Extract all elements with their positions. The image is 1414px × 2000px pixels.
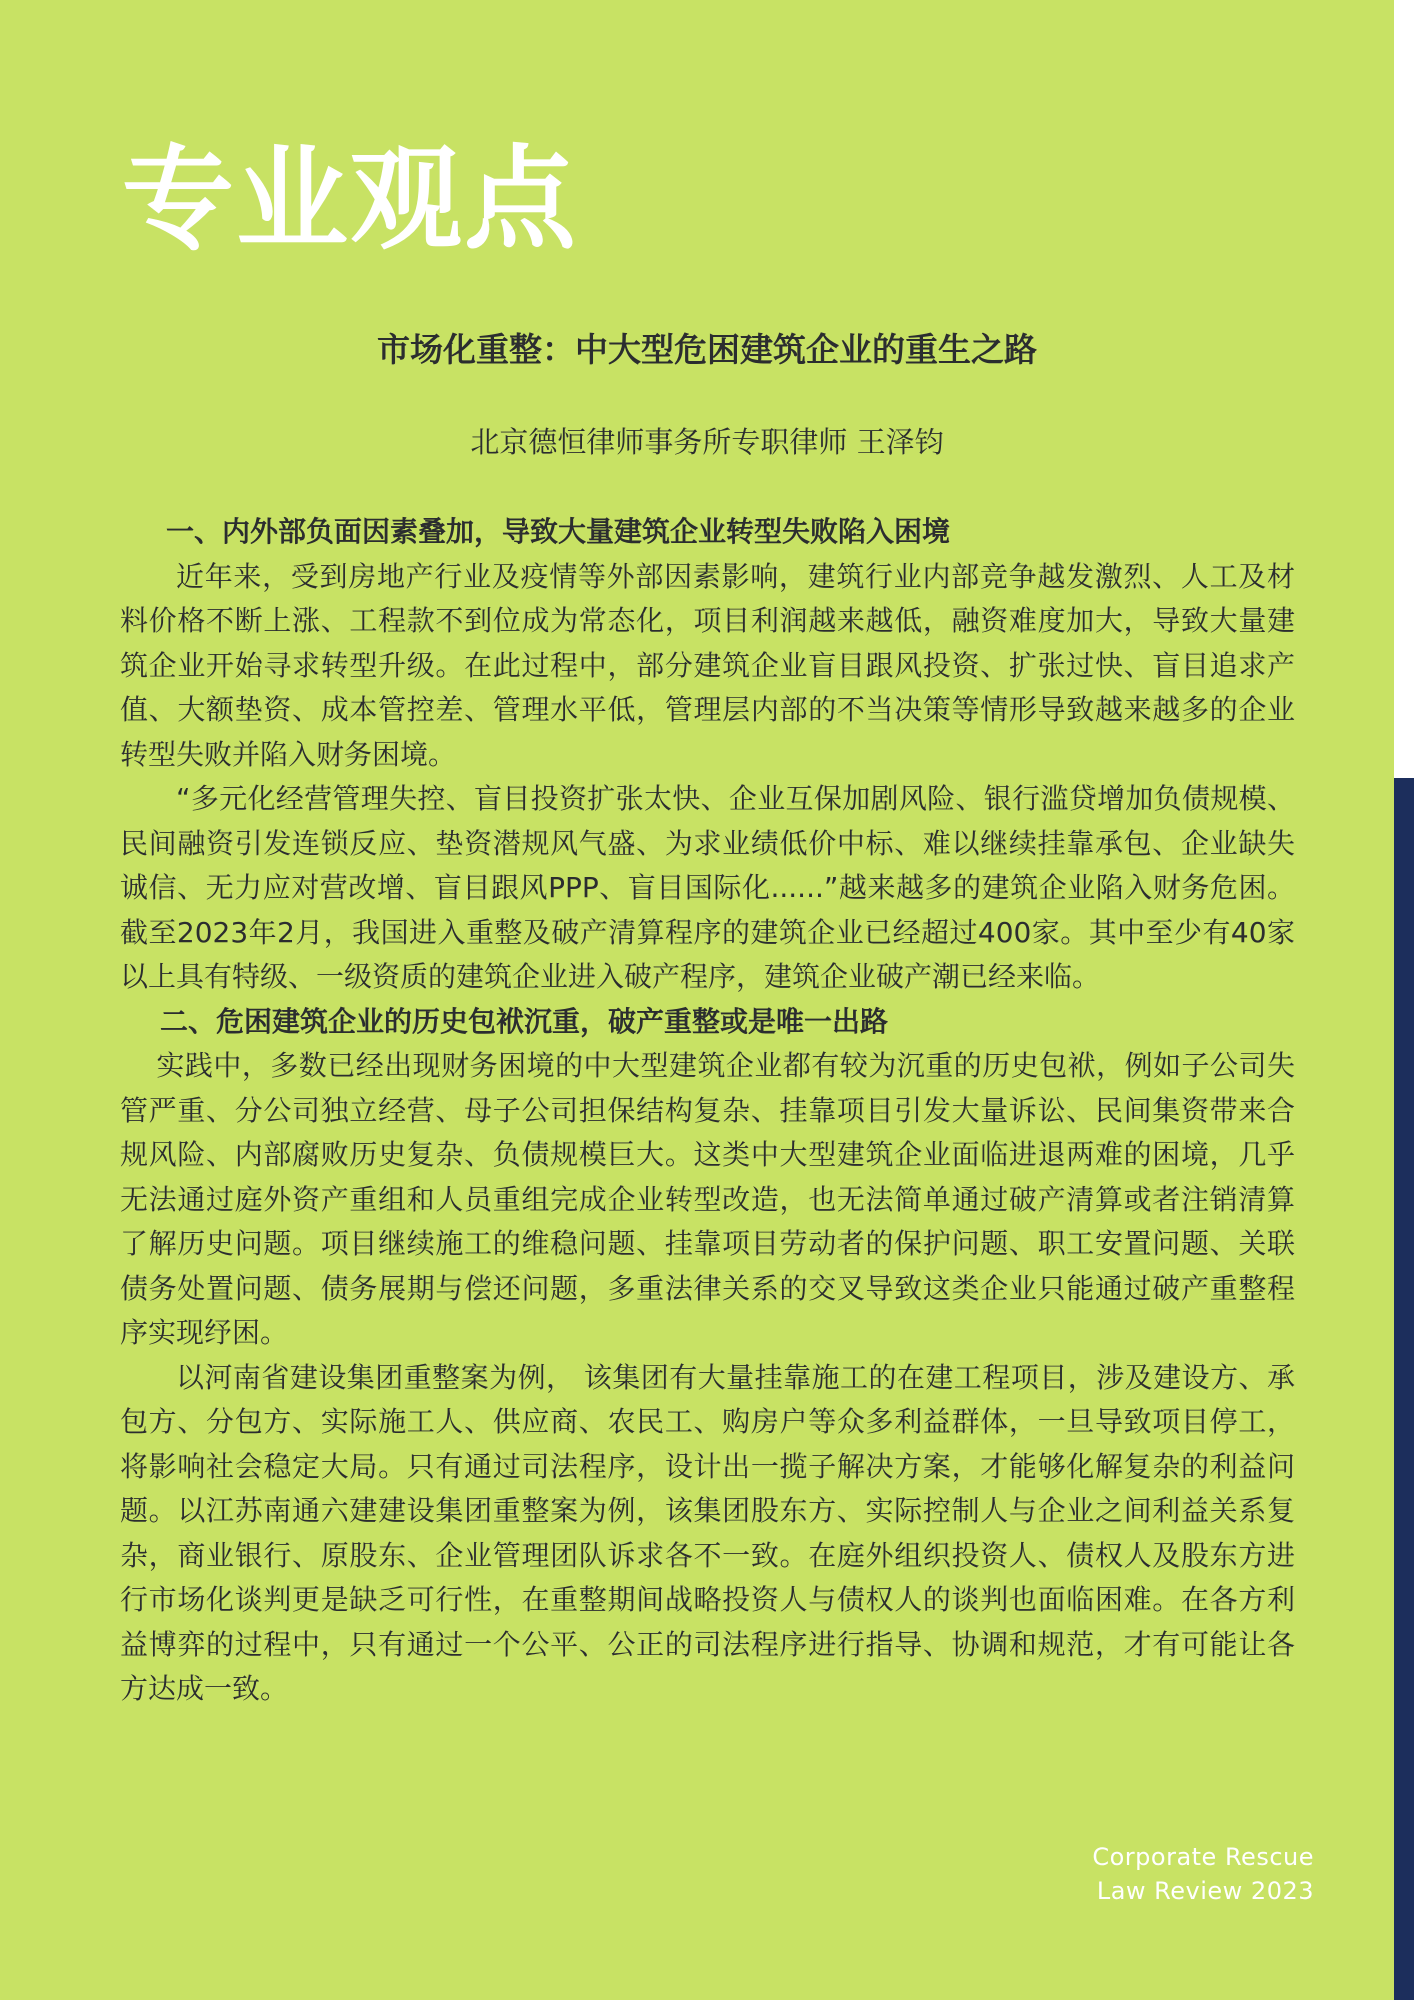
journal-name: Corporate Rescue [1092,1843,1314,1871]
section-heading: 专业观点 [122,135,578,265]
section-2-paragraph-1: 实践中，多数已经出现财务困境的中大型建筑企业都有较为沉重的历史包袱，例如子公司失管严重、分公司独立经营、母子公司担保结构复杂、挂靠项目引发大量诉讼、民间集资带来合规风险、内部腐败历史复杂、负债规模巨大。这类中大型建筑企业面临进退两难的困境，几乎无法通过庭外资产重组和人员重组完成企业转型改造，也无法简单通过破产清算或者注销清算了解历史问题。项目继续施工的维稳问题、挂靠项目劳动者的保护问题、职工安置问题、关联债务处置问题、债务展期与偿还问题，多重法律关系的交叉导致这类企业只能通过破产重整程序实现纾困。 [120,1049,1295,1349]
section-2-paragraph-2: 以河南省建设集团重整案为例， 该集团有大量挂靠施工的在建工程项目，涉及建设方、承包方、分包方、实际施工人、供应商、农民工、购房户等众多利益群体，一旦导致项目停工，将影响社会稳定大局。只有通过司法程序，设计出一揽子解决方案，才能够化解复杂的利益问题。以江苏南通六建建设集团重整案为例，该集团股东方、实际控制人与企业之间利益关系复杂，商业银行、原股东、企业管理团队诉求各不一致。在庭外组织投资人、债权人及股东方进行市场化谈判更是缺乏可行性，在重整期间战略投资人与债权人的谈判也面临困难。在各方利益博弈的过程中，只有通过一个公平、公正的司法程序进行指导、协调和规范，才有可能让各方达成一致。 [120,1360,1295,1705]
section-2-heading: 二、危困建筑企业的历史包袱沉重，破产重整或是唯一出路 [160,1004,889,1038]
journal-footer [1092,1840,1314,1908]
right-edge-accent-bar [1394,778,1414,2000]
section-1-paragraph-1: 近年来，受到房地产行业及疫情等外部因素影响，建筑行业内部竞争越发激烈、人工及材料价格不断上涨、工程款不到位成为常态化，项目利润越来越低，融资难度加大，导致大量建筑企业开始寻求转型升级。在此过程中，部分建筑企业盲目跟风投资、扩张过快、盲目追求产值、大额垫资、成本管控差、管理水平低，管理层内部的不当决策等情形导致越来越多的企业转型失败并陷入财务困境。 [120,559,1295,771]
right-edge-strip-white [1394,0,1414,778]
author-byline: 北京德恒律师事务所专职律师 王泽钧 [470,425,944,459]
journal-year: Law Review 2023 [1096,1877,1314,1905]
article-body [120,510,1295,1712]
article-title: 市场化重整：中大型危困建筑企业的重生之路 [377,330,1037,369]
section-1-paragraph-2: “多元化经营管理失控、盲目投资扩张太快、企业互保加剧风险、银行滥贷增加负债规模、民间融资引发连锁反应、垫资潜规风气盛、为求业绩低价中标、难以继续挂靠承包、企业缺失诚信、无力应对营改增、盲目跟风PPP、盲目国际化......”越来越多的建筑企业陷入财务危困。截至2023年2月，我国进入重整及破产清算程序的建筑企业已经超过400家。其中至少有40家以上具有特级、一级资质的建筑企业进入破产程序，建筑企业破产潮已经来临。 [120,782,1295,993]
section-1-heading: 一、内外部负面因素叠加，导致大量建筑企业转型失败陷入困境 [166,515,951,548]
